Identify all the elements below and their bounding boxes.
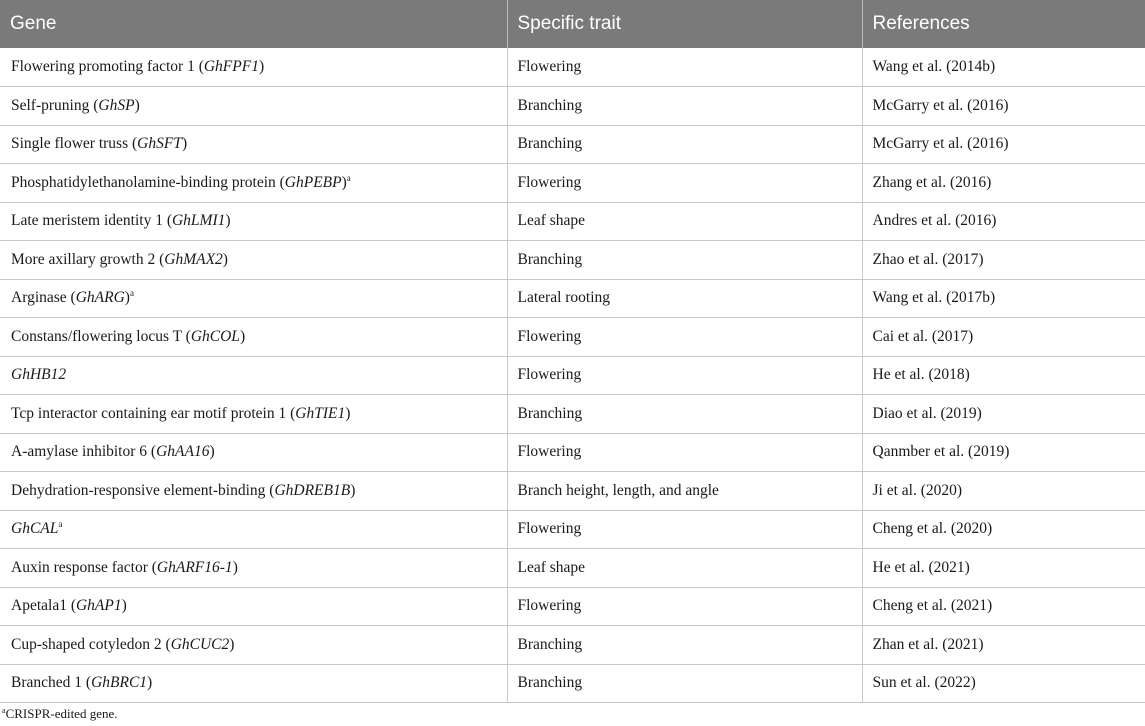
trait-cell: Branch height, length, and angle <box>507 472 862 511</box>
trait-cell: Branching <box>507 125 862 164</box>
table-row <box>0 510 1145 549</box>
table-row <box>0 395 1145 434</box>
table-footnote <box>2 706 118 722</box>
footnote-text: CRISPR-edited gene. <box>5 706 118 721</box>
gene-symbol: GhSFT <box>137 135 182 153</box>
gene-name-close: ) <box>345 404 351 422</box>
gene-name: Self-pruning ( <box>11 96 99 114</box>
reference-cell: Zhao et al. (2017) <box>862 241 1145 280</box>
trait-cell: Leaf shape <box>507 549 862 588</box>
trait-cell: Flowering <box>507 433 862 472</box>
gene-symbol: GhLMI1 <box>171 212 226 230</box>
table-row <box>0 125 1145 164</box>
reference-cell: Wang et al. (2017b) <box>862 279 1145 318</box>
trait-cell: Lateral rooting <box>507 279 862 318</box>
table-row <box>0 48 1145 87</box>
trait-cell: Flowering <box>507 318 862 357</box>
reference-cell: Wang et al. (2014b) <box>862 48 1145 87</box>
gene-symbol: GhHB12 <box>11 366 67 384</box>
reference-cell: McGarry et al. (2016) <box>862 125 1145 164</box>
gene-cell <box>0 395 507 434</box>
gene-symbol: GhCAL <box>11 520 59 538</box>
gene-name-close: ) <box>134 96 140 114</box>
table-header <box>0 0 1145 48</box>
gene-name-close: ) <box>258 58 265 75</box>
gene-symbol: GhSP <box>98 96 135 114</box>
gene-cell <box>0 241 507 280</box>
gene-name: Tcp interactor containing ear motif protein 1 ( <box>11 404 296 422</box>
gene-name: Single flower truss ( <box>11 135 138 153</box>
table-row <box>0 241 1145 280</box>
gene-name: Dehydration-responsive element-binding ( <box>11 481 275 499</box>
gene-name-close: ) <box>121 597 127 615</box>
gene-cell <box>0 626 507 665</box>
gene-symbol: GhMAX2 <box>164 250 223 268</box>
footnote-marker: a <box>58 519 63 530</box>
trait-cell: Flowering <box>507 510 862 549</box>
gene-name-close: ) <box>341 173 347 191</box>
gene-cell <box>0 356 507 395</box>
table-row <box>0 164 1145 203</box>
gene-name-close: ) <box>232 558 238 576</box>
gene-symbol: GhPEBP <box>284 173 342 191</box>
header-gene: Gene <box>0 0 507 48</box>
reference-cell: Sun et al. (2022) <box>862 664 1145 703</box>
reference-cell: Ji et al. (2020) <box>862 472 1145 511</box>
gene-name: A-amylase inhibitor 6 ( <box>11 443 157 461</box>
gene-name: Apetala1 ( <box>11 597 76 615</box>
gene-cell <box>0 87 507 126</box>
gene-symbol: GhTIE1 <box>295 404 346 422</box>
trait-cell: Flowering <box>507 164 862 203</box>
reference-cell: Andres et al. (2016) <box>862 202 1145 241</box>
gene-cell <box>0 472 507 511</box>
header-row <box>0 0 1145 48</box>
gene-symbol: GhFPF1 <box>203 58 259 75</box>
table-row <box>0 433 1145 472</box>
reference-cell: Zhan et al. (2021) <box>862 626 1145 665</box>
footnote-marker: a <box>129 288 134 299</box>
table-row <box>0 87 1145 126</box>
gene-cell <box>0 587 507 626</box>
gene-symbol: GhAA16 <box>156 443 210 461</box>
gene-cell <box>0 202 507 241</box>
gene-name: Arginase ( <box>11 289 76 307</box>
header-references: References <box>862 0 1145 48</box>
header-trait: Specific trait <box>507 0 862 48</box>
trait-cell: Leaf shape <box>507 202 862 241</box>
reference-cell: Cheng et al. (2020) <box>862 510 1145 549</box>
table-row <box>0 279 1145 318</box>
trait-cell: Branching <box>507 626 862 665</box>
gene-name-close: ) <box>229 635 235 653</box>
gene-symbol: GhCUC2 <box>170 635 230 653</box>
gene-cell <box>0 549 507 588</box>
gene-name: Late meristem identity 1 ( <box>11 212 172 230</box>
gene-cell <box>0 318 507 357</box>
gene-name: Constans/flowering locus T ( <box>11 327 191 345</box>
gene-cell <box>0 164 507 203</box>
gene-symbol: GhARG <box>75 289 125 307</box>
gene-cell <box>0 664 507 703</box>
gene-name: Flowering promoting factor 1 ( <box>11 58 204 75</box>
trait-cell: Flowering <box>507 48 862 87</box>
reference-cell: Cheng et al. (2021) <box>862 587 1145 626</box>
table-row <box>0 202 1145 241</box>
table-row <box>0 587 1145 626</box>
gene-name-close: ) <box>147 674 153 692</box>
trait-cell: Branching <box>507 241 862 280</box>
gene-name: Cup-shaped cotyledon 2 ( <box>11 635 171 653</box>
gene-name-close: ) <box>222 250 228 268</box>
gene-name: More axillary growth 2 ( <box>11 250 165 268</box>
gene-cell <box>0 510 507 549</box>
table-row <box>0 626 1145 665</box>
trait-cell: Flowering <box>507 587 862 626</box>
gene-name: Branched 1 ( <box>11 674 92 692</box>
reference-cell: McGarry et al. (2016) <box>862 87 1145 126</box>
trait-cell: Branching <box>507 87 862 126</box>
gene-symbol: GhAP1 <box>75 597 122 615</box>
gene-name-close: ) <box>239 327 246 345</box>
gene-name-close: ) <box>124 289 130 307</box>
table-row <box>0 472 1145 511</box>
trait-cell: Branching <box>507 664 862 703</box>
gene-name: Phosphatidylethanolamine-binding protein ( <box>11 173 285 191</box>
gene-name-close: ) <box>209 443 215 461</box>
footnote-mark: a <box>2 706 6 715</box>
table-row <box>0 356 1145 395</box>
reference-cell: Zhang et al. (2016) <box>862 164 1145 203</box>
table-row <box>0 664 1145 703</box>
gene-name-close: ) <box>350 481 356 499</box>
gene-cell <box>0 433 507 472</box>
gene-name: Auxin response factor ( <box>11 558 157 576</box>
table-row <box>0 318 1145 357</box>
gene-symbol: GhCOL <box>190 327 240 345</box>
gene-symbol: GhDREB1B <box>274 481 351 499</box>
gene-symbol: GhBRC1 <box>91 674 148 692</box>
gene-cell <box>0 279 507 318</box>
reference-cell: He et al. (2018) <box>862 356 1145 395</box>
gene-name-close: ) <box>181 135 188 153</box>
gene-symbol: GhARF16-1 <box>156 558 233 576</box>
footnote-marker: a <box>346 172 351 183</box>
trait-cell: Flowering <box>507 356 862 395</box>
reference-cell: Diao et al. (2019) <box>862 395 1145 434</box>
trait-cell: Branching <box>507 395 862 434</box>
reference-cell: Cai et al. (2017) <box>862 318 1145 357</box>
gene-name-close: ) <box>225 212 231 230</box>
table-body <box>0 48 1145 703</box>
gene-cell <box>0 125 507 164</box>
gene-cell <box>0 48 507 87</box>
reference-cell: Qanmber et al. (2019) <box>862 433 1145 472</box>
table-row <box>0 549 1145 588</box>
reference-cell: He et al. (2021) <box>862 549 1145 588</box>
